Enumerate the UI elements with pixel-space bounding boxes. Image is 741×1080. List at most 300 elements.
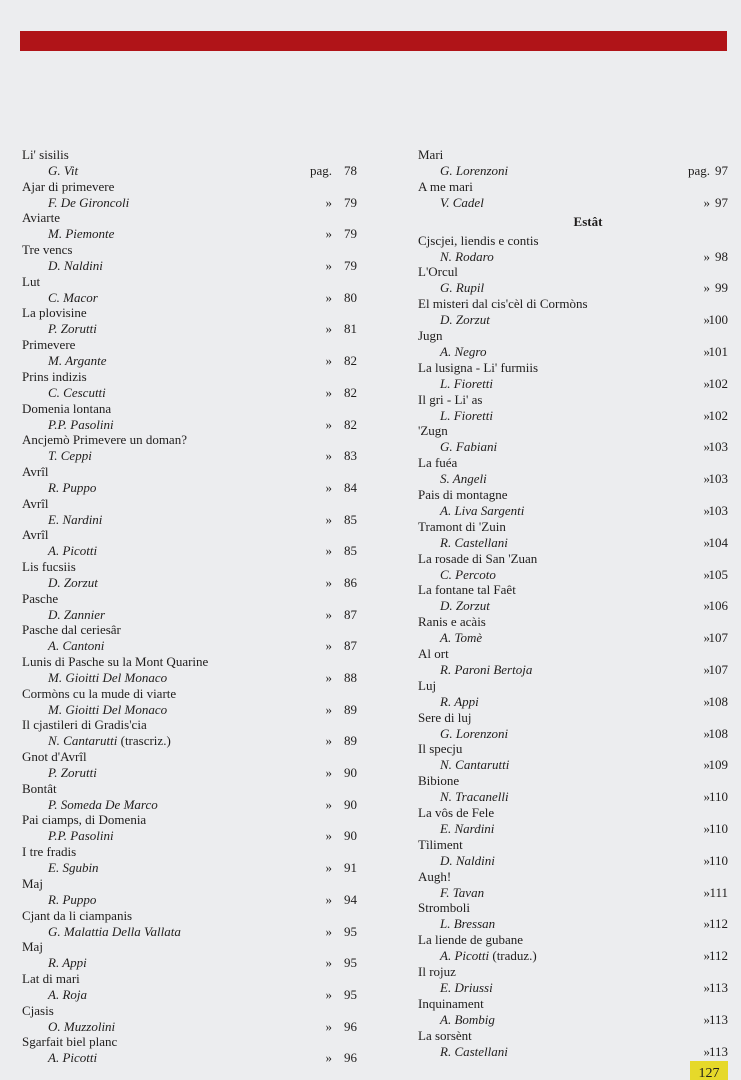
toc-entry [418, 392, 728, 424]
page-marker: » [325, 923, 332, 939]
entry-page: 84 [344, 479, 357, 495]
entry-title: Il cjastileri di Gradis'cia [22, 717, 147, 733]
entry-page: 107 [708, 661, 728, 677]
entry-author [440, 980, 493, 996]
page-marker: » [703, 1043, 710, 1059]
toc-entry [418, 1028, 728, 1060]
toc-entry [22, 844, 357, 876]
page-marker: » [325, 765, 332, 781]
entry-title: Ancjemò Primevere un doman? [22, 432, 187, 448]
entry-page: 96 [344, 1050, 357, 1066]
toc-entry [22, 368, 357, 401]
toc-entry [418, 487, 728, 519]
entry-author [48, 226, 114, 242]
author-name: P. Zorutti [48, 765, 97, 781]
toc-entry [22, 432, 357, 464]
entry-author [440, 535, 508, 551]
page-marker: » [325, 670, 332, 685]
entry-author [440, 821, 494, 837]
author-name: M. Piemonte [48, 226, 115, 242]
entry-page: 113 [708, 1011, 728, 1027]
entry-title: Il rojuz [418, 963, 456, 979]
toc-entry [418, 869, 728, 901]
author-name: D. Zorzut [440, 312, 490, 328]
toc-entry [22, 654, 357, 686]
toc-entry [22, 527, 357, 559]
entry-title: A me mari [418, 178, 473, 194]
entry-page: 85 [344, 543, 357, 559]
toc-entry [418, 996, 728, 1028]
toc-entry [418, 179, 728, 211]
page-marker: » [703, 194, 710, 210]
entry-page: 104 [708, 534, 728, 550]
page-marker: » [703, 630, 710, 646]
page-marker: » [325, 194, 332, 210]
author-name: C. Cescutti [48, 384, 106, 400]
entry-page: 111 [709, 884, 728, 900]
toc-entry [22, 178, 357, 211]
toc-entry [418, 773, 728, 805]
author-name: D. Naldini [440, 852, 495, 868]
toc-entry [22, 685, 357, 718]
entry-page: 89 [344, 733, 357, 749]
header-red-bar [20, 31, 727, 51]
page-marker: » [703, 439, 710, 455]
author-name: P. Someda De Marco [48, 796, 158, 812]
page-marker: » [703, 248, 710, 264]
author-name: E. Nardini [440, 820, 495, 836]
page-marker: » [325, 384, 332, 400]
entry-title: Inquinament [418, 995, 484, 1011]
entry-title: Maj [22, 875, 43, 891]
entry-title: Bontât [22, 780, 57, 796]
entry-title: La fontane tal Faêt [418, 582, 516, 598]
page-marker: » [325, 1018, 332, 1034]
entry-page: 79 [344, 226, 357, 242]
entry-page: 110 [708, 789, 728, 805]
toc-entry [22, 780, 357, 813]
toc-entry [418, 582, 728, 614]
page-marker: » [325, 796, 332, 812]
page-marker: » [325, 321, 332, 337]
entry-page: 107 [708, 630, 728, 646]
entry-author [440, 376, 493, 392]
entry-page: 78 [344, 163, 357, 178]
entry-title: El misteri dal cis'cèl di Cormòns [418, 296, 588, 312]
toc-entry [418, 741, 728, 773]
entry-page: 94 [344, 891, 357, 907]
author-name: L. Bressan [440, 916, 496, 932]
entry-page: 113 [708, 1043, 728, 1059]
toc-entry [22, 463, 357, 496]
entry-page: 105 [708, 566, 728, 582]
entry-author [48, 797, 158, 813]
toc-entry [22, 749, 357, 781]
page-marker: » [703, 471, 710, 487]
author-name: E. Sgubin [48, 860, 99, 876]
author-name: G. Lorenzoni [440, 725, 509, 741]
entry-page: 101 [708, 343, 728, 359]
entry-title: Prins indizis [22, 368, 87, 384]
entry-author [48, 543, 97, 559]
entry-title: Mari [418, 147, 444, 162]
author-name: A. Picotti [440, 948, 490, 964]
toc-entry [418, 805, 728, 837]
entry-page: 87 [344, 606, 357, 622]
entry-author [440, 249, 494, 265]
entry-title: La fuéa [418, 455, 458, 471]
entry-page: 108 [708, 725, 728, 741]
toc-entry [418, 423, 728, 455]
author-name: S. Angeli [440, 471, 487, 487]
entry-title: Pais di montagne [418, 486, 508, 502]
author-name: D. Zorzut [48, 574, 98, 590]
entry-author [48, 417, 114, 433]
entry-author [440, 471, 487, 487]
section-heading: Estât [573, 213, 603, 229]
author-name: E. Nardini [48, 511, 103, 527]
entry-title: La rosade di San 'Zuan [418, 550, 538, 566]
author-name: P.P. Pasolini [48, 416, 114, 432]
entry-title: Tramont di 'Zuin [418, 518, 506, 534]
toc-entry [22, 210, 357, 242]
entry-page: 112 [708, 948, 728, 964]
author-note: (trascriz.) [120, 733, 171, 749]
entry-page: 102 [708, 375, 728, 391]
toc-column-right [418, 147, 728, 1059]
author-name: R. Castellani [440, 534, 508, 550]
page-marker: » [325, 1050, 332, 1066]
entry-author [48, 828, 114, 844]
author-name: A. Roja [48, 986, 87, 1002]
toc-entry [22, 907, 357, 940]
toc-entry [22, 622, 357, 654]
entry-title: Lunis di Pasche su la Mont Quarine [22, 654, 209, 669]
entry-page: 95 [344, 923, 357, 939]
entry-title: Tìliment [418, 836, 463, 852]
page-marker: » [703, 312, 710, 328]
entry-page: 103 [708, 439, 728, 455]
page-marker: » [703, 566, 710, 582]
page-marker: » [325, 860, 332, 876]
entry-author [440, 567, 496, 583]
entry-title: Cjasis [22, 1002, 54, 1018]
toc-entry [22, 337, 357, 369]
entry-page: 95 [344, 986, 357, 1002]
entry-author [48, 290, 98, 306]
entry-author [440, 853, 495, 869]
entry-title: Tre vencs [22, 242, 73, 258]
entry-title: Il specju [418, 741, 463, 757]
page-marker: » [703, 725, 710, 741]
author-name: N. Cantarutti [440, 757, 510, 773]
page-marker: » [325, 543, 332, 559]
page-marker: » [703, 979, 710, 995]
entry-author [440, 280, 484, 296]
entry-page: 108 [708, 693, 728, 709]
entry-page: 110 [708, 852, 728, 868]
entry-author [440, 757, 509, 773]
entry-author [48, 892, 96, 908]
toc-entry [418, 264, 728, 296]
entry-title: Lis fucsiis [22, 558, 76, 574]
entry-page: 106 [708, 598, 728, 614]
page-marker: » [325, 353, 332, 369]
page-marker: » [325, 638, 332, 654]
entry-title: Lut [22, 273, 41, 289]
entry-page: 80 [344, 289, 357, 305]
entry-page: 103 [708, 471, 728, 487]
entry-author [440, 1012, 495, 1028]
entry-author [48, 1019, 115, 1035]
author-name: V. Cadel [440, 194, 484, 210]
entry-author [440, 503, 524, 519]
page-marker: » [703, 884, 710, 900]
page-number: 127 [690, 1061, 728, 1080]
entry-author [48, 765, 97, 781]
toc-entry [22, 558, 357, 591]
author-name: M. Gioitti Del Monaco [48, 701, 168, 717]
entry-author [48, 733, 171, 749]
page-marker: » [325, 955, 332, 971]
toc-entry [418, 614, 728, 646]
page-marker: » [325, 733, 332, 749]
page-marker: » [703, 375, 710, 391]
entry-author [48, 1050, 97, 1066]
entry-title: Al ort [418, 645, 449, 661]
entry-author [48, 987, 87, 1003]
entry-author [440, 662, 532, 678]
author-name: C. Percoto [440, 566, 496, 582]
toc-entry [418, 900, 728, 932]
toc-entry [22, 147, 357, 179]
entry-page: 95 [344, 955, 357, 971]
page-marker: » [325, 574, 332, 590]
page-marker: » [703, 948, 710, 964]
entry-author [440, 694, 479, 710]
entry-author [48, 860, 99, 876]
entry-page: 112 [708, 916, 728, 932]
author-name: D. Zannier [48, 606, 106, 622]
author-name: A. Cantoni [48, 638, 105, 654]
author-name: A. Bombig [440, 1011, 495, 1027]
entry-author [440, 439, 497, 455]
author-name: A. Picotti [48, 1050, 98, 1066]
entry-title: Sgarfait biel planc [22, 1034, 118, 1050]
entry-page: 81 [344, 321, 357, 337]
entry-author [48, 702, 167, 718]
author-name: M. Argante [48, 353, 107, 369]
toc-entry [22, 400, 357, 433]
entry-title: 'Zugn [418, 423, 448, 439]
entry-page: 85 [344, 511, 357, 527]
page-marker: » [703, 502, 710, 518]
entry-title: Pasche [22, 590, 59, 606]
author-name: D. Zorzut [440, 598, 490, 614]
entry-page: 86 [344, 574, 357, 590]
author-name: A. Picotti [48, 543, 98, 559]
entry-author [440, 726, 508, 742]
author-name: G. Fabiani [440, 439, 498, 455]
author-note: (traduz.) [492, 948, 537, 964]
entry-author [440, 948, 537, 964]
author-name: A. Liva Sargenti [440, 502, 525, 518]
toc-entry [22, 970, 357, 1003]
author-name: D. Naldini [48, 258, 103, 274]
entry-title: Jugn [418, 327, 443, 343]
entry-title: Maj [22, 939, 43, 955]
toc-entry [22, 1034, 357, 1066]
entry-title: L'Orcul [418, 264, 458, 280]
entry-title: I tre fradis [22, 844, 77, 860]
entry-title: Pai ciamps, di Domenia [22, 812, 147, 828]
page-marker: » [325, 226, 332, 242]
page-marker: » [703, 407, 710, 423]
author-name: A. Negro [440, 343, 487, 359]
entry-page: 103 [708, 502, 728, 518]
entry-title: Cjant da li ciampanis [22, 907, 133, 923]
entry-page: 88 [344, 670, 357, 685]
page-marker: » [325, 416, 332, 432]
entry-title: Ranis e acàis [418, 614, 486, 630]
toc-entry [418, 837, 728, 869]
entry-page: 87 [344, 638, 357, 654]
author-name: G. Lorenzoni [440, 163, 509, 178]
author-name: O. Muzzolini [48, 1018, 116, 1034]
entry-page: 96 [344, 1018, 357, 1034]
entry-title: La vôs de Fele [418, 804, 495, 820]
toc-entry [22, 495, 357, 528]
entry-author [440, 789, 509, 805]
toc-entry [418, 964, 728, 996]
author-name: L. Fioretti [440, 407, 493, 423]
author-name: R. Castellani [440, 1043, 508, 1059]
toc-entry [22, 305, 357, 337]
author-name: G. Vit [48, 163, 79, 178]
entry-author [48, 607, 105, 623]
author-name: C. Macor [48, 289, 98, 305]
entry-author [440, 195, 484, 211]
entry-page: 82 [344, 353, 357, 369]
author-name: F. Tavan [440, 884, 485, 900]
entry-title: La plovisine [22, 305, 87, 321]
toc-entry [418, 678, 728, 710]
page-marker: » [703, 598, 710, 614]
page-marker: » [703, 693, 710, 709]
toc-entry [22, 242, 357, 274]
entry-author [48, 512, 102, 528]
author-name: R. Puppo [48, 891, 97, 907]
page-marker: » [325, 701, 332, 717]
page-marker: » [703, 916, 710, 932]
entry-title: Primevere [22, 337, 76, 353]
entry-title: Il gri - Li' as [418, 391, 483, 407]
author-name: N. Cantarutti [48, 733, 118, 749]
entry-author [440, 1044, 508, 1060]
author-name: A. Tomè [440, 630, 483, 646]
toc-entry [418, 147, 728, 179]
author-name: N. Rodaro [440, 248, 494, 264]
page-marker: » [325, 258, 332, 274]
page-marker: » [325, 986, 332, 1002]
entry-author [48, 924, 181, 940]
entry-title: Avrîl [22, 495, 49, 511]
toc-entry [418, 551, 728, 583]
toc-entry [22, 875, 357, 908]
entry-author [48, 480, 96, 496]
author-name: R. Appi [440, 693, 479, 709]
entry-author [48, 258, 103, 274]
entry-author [48, 195, 129, 211]
author-name: R. Puppo [48, 479, 97, 495]
author-name: T. Ceppi [48, 448, 92, 464]
entry-page: 98 [715, 248, 728, 264]
page-marker: » [325, 511, 332, 527]
entry-page: 89 [344, 701, 357, 717]
author-name: M. Gioitti Del Monaco [48, 670, 168, 685]
toc-entry [22, 812, 357, 844]
toc-entry [418, 932, 728, 964]
page-marker: » [703, 343, 710, 359]
author-name: R. Paroni Bertoja [440, 661, 533, 677]
entry-author [48, 448, 92, 464]
entry-page: 79 [344, 194, 357, 210]
toc-entry [418, 519, 728, 551]
page-marker: » [325, 828, 332, 844]
entry-title: Cjscjei, liendis e contis [418, 232, 539, 248]
toc-entry [22, 273, 357, 306]
entry-page: 97 [715, 194, 728, 210]
entry-title: La lusigna - Li' furmiis [418, 359, 539, 375]
toc-entry [418, 328, 728, 360]
entry-title: Augh! [418, 868, 452, 884]
entry-title: Li' sisilis [22, 147, 69, 162]
entry-title: Avrîl [22, 463, 49, 479]
entry-title: La liende de gubane [418, 932, 524, 948]
entry-page: 97 [715, 163, 728, 178]
entry-title: Cormòns cu la mude di viarte [22, 685, 177, 701]
entry-author [440, 408, 493, 424]
toc-entry [22, 1002, 357, 1035]
entry-title: Domenia lontana [22, 400, 112, 416]
author-name: L. Fioretti [440, 375, 493, 391]
entry-title: La sorsènt [418, 1027, 472, 1043]
entry-title: Bibione [418, 773, 460, 789]
entry-title: Sere di luj [418, 709, 472, 725]
toc-entry [418, 233, 728, 265]
entry-page: 109 [708, 757, 728, 773]
entry-author [48, 955, 87, 971]
toc-entry [22, 939, 357, 971]
entry-title: Pasche dal ceriesâr [22, 622, 121, 638]
toc-entry [22, 590, 357, 623]
toc-entry [22, 717, 357, 749]
entry-page: 100 [708, 312, 728, 328]
entry-author [48, 575, 98, 591]
toc-column-left [22, 147, 357, 1066]
entry-author [440, 598, 490, 614]
entry-page: 83 [344, 448, 357, 464]
entry-page: 110 [708, 820, 728, 836]
author-name: E. Driussi [440, 979, 493, 995]
author-name: R. Appi [48, 955, 87, 971]
author-name: G. Malattia Della Vallata [48, 923, 181, 939]
entry-page: 99 [715, 280, 728, 296]
page-marker: » [325, 289, 332, 305]
page-marker: » [703, 852, 710, 868]
toc-entry [418, 360, 728, 392]
page-marker: pag. [309, 163, 332, 178]
